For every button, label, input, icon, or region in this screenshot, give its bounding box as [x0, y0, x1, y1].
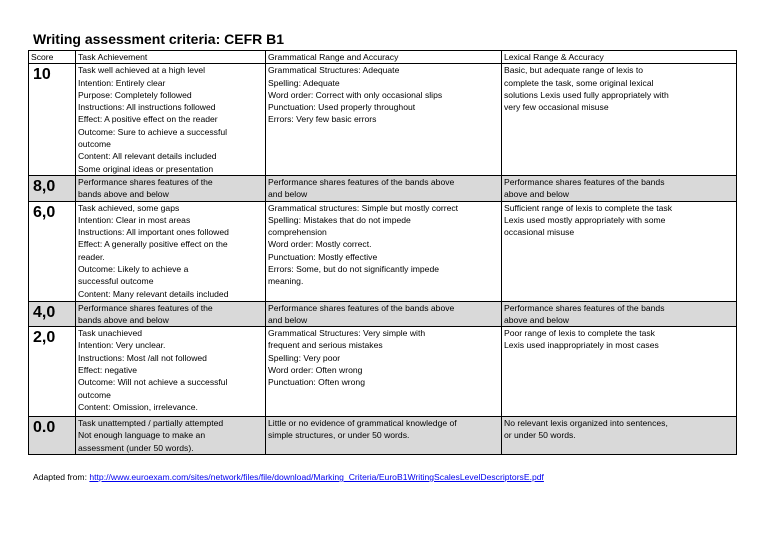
- grammar-line: Errors: Very few basic errors: [268, 114, 377, 125]
- lexis-cell: [502, 417, 737, 455]
- task-cell: [76, 301, 266, 327]
- lexis-cell: [502, 301, 737, 327]
- task-line: Content: All relevant details included: [78, 151, 217, 162]
- score-cell: 0.0: [29, 417, 76, 455]
- table-row: [29, 201, 737, 301]
- table-row: [29, 327, 737, 417]
- task-line: Content: Omission, irrelevance.: [78, 401, 198, 412]
- score-cell: 2,0: [29, 327, 76, 417]
- grammar-line: Word order: Correct with only occasional slips: [268, 89, 443, 100]
- task-line: Some original ideas or presentation: [78, 163, 214, 174]
- task-line: Intention: Clear in most areas: [78, 214, 191, 225]
- score-cell: 10: [29, 64, 76, 176]
- criteria-table: [28, 50, 737, 455]
- grammar-line: frequent and serious mistakes: [268, 340, 383, 351]
- grammar-line: Performance shares features of the bands above: [268, 302, 455, 313]
- task-line: Task well achieved at a high level: [78, 65, 206, 76]
- grammar-line: Performance shares features of the bands above: [268, 176, 455, 187]
- score-cell: 4,0: [29, 301, 76, 327]
- task-line: Content: Many relevant details included: [78, 288, 229, 299]
- task-line: Task achieved, some gaps: [78, 202, 180, 213]
- grammar-cell: [266, 175, 502, 201]
- task-line: Outcome: Sure to achieve a successful: [78, 126, 228, 137]
- grammar-line: meaning.: [268, 276, 304, 287]
- lexis-line: Basic, but adequate range of lexis to: [504, 65, 644, 76]
- lexis-line: Poor range of lexis to complete the task: [504, 328, 655, 339]
- lexis-line: Lexis used inappropriately in most cases: [504, 340, 659, 351]
- header-grammar: Grammatical Range and Accuracy: [266, 51, 502, 64]
- grammar-line: Grammatical Structures: Adequate: [268, 65, 400, 76]
- lexis-cell: [502, 327, 737, 417]
- lexis-cell: [502, 175, 737, 201]
- grammar-line: Spelling: Very poor: [268, 352, 341, 363]
- task-line: Task unattempted / partially attempted: [78, 418, 224, 429]
- lexis-line: or under 50 words.: [504, 430, 576, 441]
- task-cell: [76, 175, 266, 201]
- task-line: bands above and below: [78, 189, 169, 200]
- lexis-line: Performance shares features of the bands: [504, 302, 665, 313]
- grammar-line: Punctuation: Often wrong: [268, 377, 365, 388]
- header-lexis: Lexical Range & Accuracy: [502, 51, 737, 64]
- score-cell: 6,0: [29, 201, 76, 301]
- task-line: Instructions: Most /all not followed: [78, 352, 207, 363]
- table-row: [29, 301, 737, 327]
- header-score: Score: [29, 51, 76, 64]
- grammar-line: Spelling: Adequate: [268, 77, 340, 88]
- task-line: outcome: [78, 389, 111, 400]
- table-row: [29, 175, 737, 201]
- grammar-line: comprehension: [268, 227, 327, 238]
- grammar-line: Word order: Often wrong: [268, 365, 363, 376]
- grammar-line: and below: [268, 189, 308, 200]
- grammar-line: Punctuation: Mostly effective: [268, 251, 378, 262]
- grammar-line: and below: [268, 314, 308, 325]
- lexis-cell: [502, 64, 737, 176]
- lexis-line: Sufficient range of lexis to complete the task: [504, 202, 672, 213]
- source-link[interactable]: http://www.euroexam.com/sites/network/files/file/download/Marking_Criteria/EuroB1WritingScalesLevelDescriptorsE.pdf: [89, 472, 544, 482]
- grammar-line: Spelling: Mistakes that do not impede: [268, 214, 411, 225]
- grammar-line: Errors: Some, but do not significantly impede: [268, 264, 440, 275]
- task-line: Performance shares features of the: [78, 176, 213, 187]
- page-title: Writing assessment criteria: CEFR B1: [33, 31, 285, 47]
- lexis-line: above and below: [504, 189, 569, 200]
- grammar-line: Grammatical structures: Simple but mostly correct: [268, 202, 459, 213]
- grammar-cell: [266, 301, 502, 327]
- table-row: [29, 417, 737, 455]
- task-line: Effect: A positive effect on the reader: [78, 114, 218, 125]
- task-line: Outcome: Will not achieve a successful: [78, 377, 228, 388]
- grammar-line: Punctuation: Used properly throughout: [268, 102, 416, 113]
- task-line: Effect: negative: [78, 365, 138, 376]
- grammar-cell: [266, 201, 502, 301]
- grammar-line: Little or no evidence of grammatical knowledge of: [268, 418, 457, 429]
- task-cell: [76, 327, 266, 417]
- task-line: Task unachieved: [78, 328, 143, 339]
- task-line: Not enough language to make an: [78, 430, 206, 441]
- lexis-line: Performance shares features of the bands: [504, 176, 665, 187]
- grammar-cell: [266, 64, 502, 176]
- task-line: Intention: Entirely clear: [78, 77, 166, 88]
- task-line: outcome: [78, 139, 111, 150]
- lexis-line: solutions Lexis used fully appropriately with: [504, 89, 669, 100]
- task-line: Intention: Very unclear.: [78, 340, 166, 351]
- task-line: Purpose: Completely followed: [78, 89, 192, 100]
- task-line: Instructions: All instructions followed: [78, 102, 216, 113]
- task-line: Outcome: Likely to achieve a: [78, 264, 189, 275]
- grammar-cell: [266, 417, 502, 455]
- table-row: [29, 64, 737, 176]
- task-cell: [76, 417, 266, 455]
- grammar-line: Word order: Mostly correct.: [268, 239, 372, 250]
- task-cell: [76, 201, 266, 301]
- task-line: successful outcome: [78, 276, 154, 287]
- lexis-line: No relevant lexis organized into sentences,: [504, 418, 668, 429]
- task-line: bands above and below: [78, 314, 169, 325]
- table-body: [29, 64, 737, 455]
- lexis-line: occasional misuse: [504, 227, 575, 238]
- lexis-line: above and below: [504, 314, 569, 325]
- header-task-achievement: Task Achievement: [76, 51, 266, 64]
- task-line: reader.: [78, 251, 105, 262]
- grammar-line: simple structures, or under 50 words.: [268, 430, 410, 441]
- task-line: Instructions: All important ones followed: [78, 227, 229, 238]
- source-label: Adapted from:: [33, 472, 87, 482]
- lexis-cell: [502, 201, 737, 301]
- table-header-row: [29, 51, 737, 64]
- task-line: assessment (under 50 words).: [78, 442, 194, 453]
- lexis-line: Lexis used mostly appropriately with some: [504, 214, 666, 225]
- task-cell: [76, 64, 266, 176]
- task-line: Effect: A generally positive effect on the: [78, 239, 228, 250]
- grammar-line: Grammatical Structures: Very simple with: [268, 328, 426, 339]
- grammar-cell: [266, 327, 502, 417]
- task-line: Performance shares features of the: [78, 302, 213, 313]
- score-cell: 8,0: [29, 175, 76, 201]
- source-citation: [33, 472, 544, 482]
- lexis-line: complete the task, some original lexical: [504, 77, 654, 88]
- lexis-line: very few occasional misuse: [504, 102, 609, 113]
